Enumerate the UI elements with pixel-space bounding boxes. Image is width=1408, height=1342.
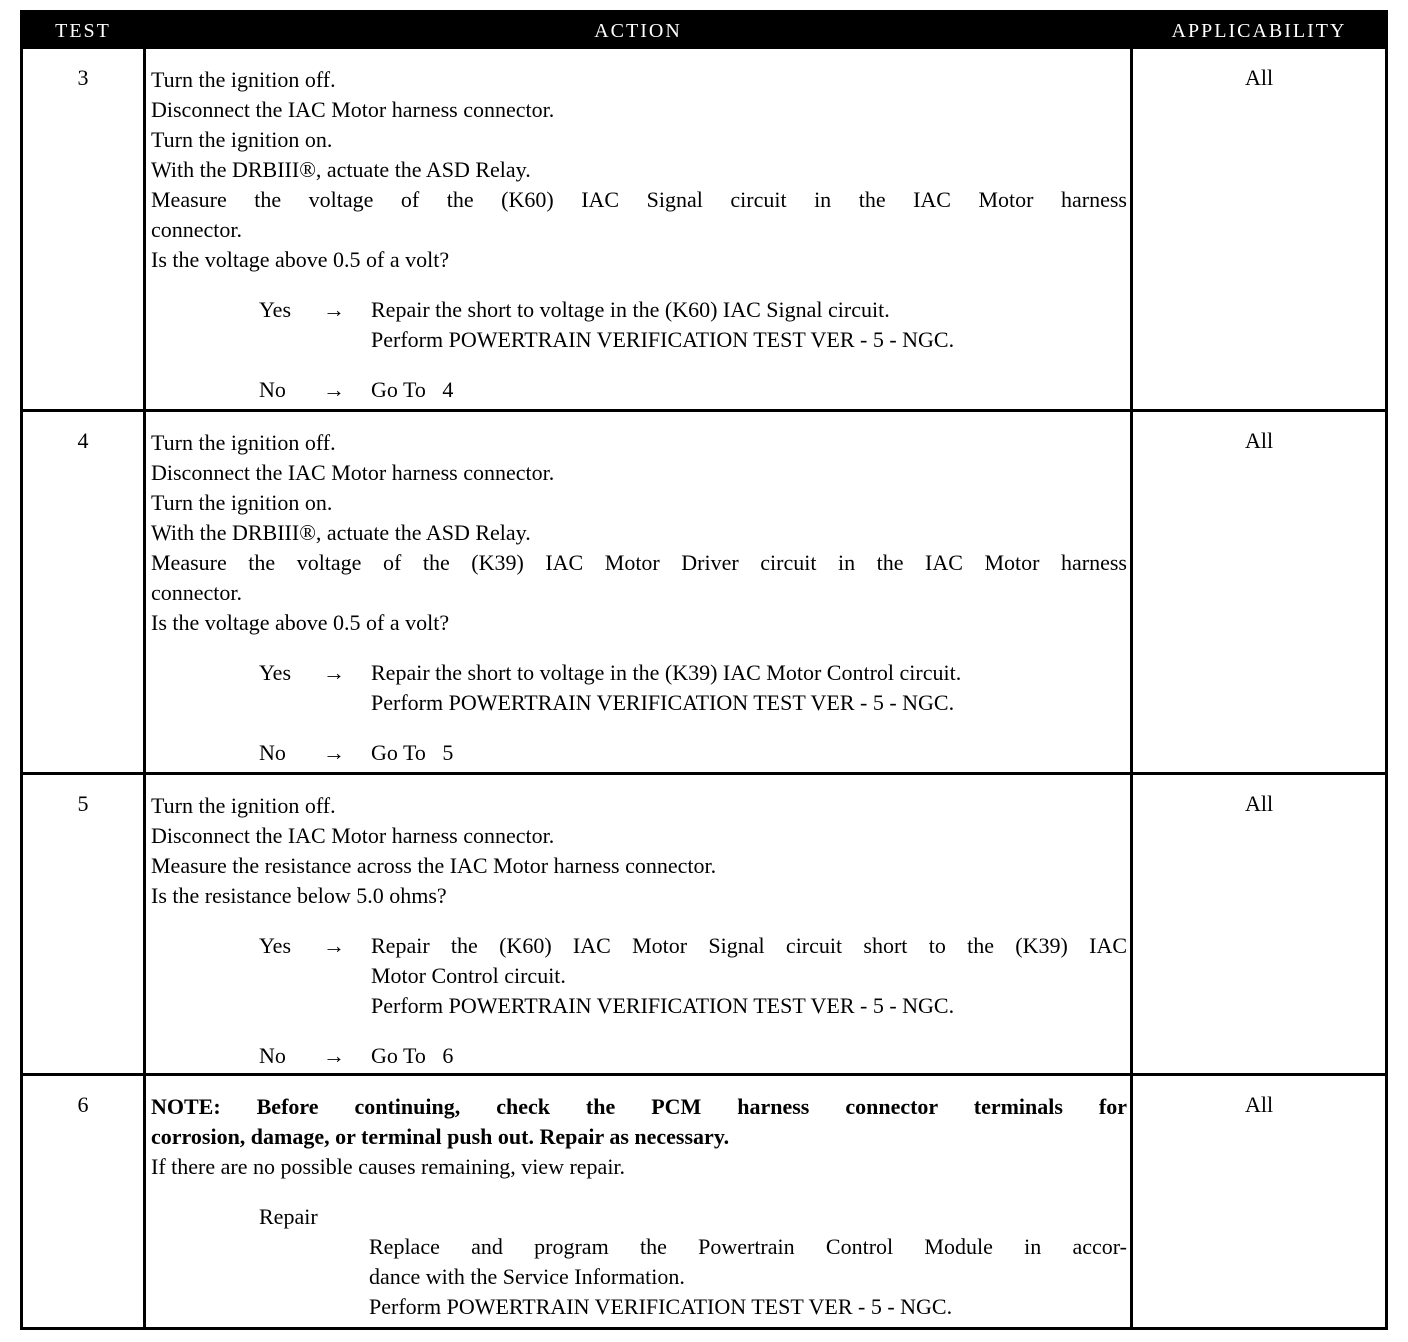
- table-row: [23, 775, 1385, 1076]
- procedure-table: [20, 10, 1388, 1330]
- table-header: [23, 13, 1385, 49]
- yes-label: Yes: [259, 660, 292, 685]
- note-text: NOTE: Before continuing, check the PCM harness connector terminals for: [151, 1094, 1127, 1119]
- no-label: No: [259, 1043, 286, 1068]
- goto-text: Go To 4: [371, 377, 454, 402]
- step-text: With the DRBIII®, actuate the ASD Relay.: [151, 157, 531, 182]
- action-cell: [151, 1092, 1127, 1322]
- step-text: connector.: [151, 580, 243, 605]
- step-text: Measure the voltage of the (K39) IAC Motor Driver circuit in the IAC Motor harness: [151, 550, 1127, 575]
- step-text: Disconnect the IAC Motor harness connector.: [151, 460, 555, 485]
- step-text: connector.: [151, 217, 243, 242]
- step-text: Disconnect the IAC Motor harness connector.: [151, 97, 555, 122]
- no-result: [259, 738, 1127, 768]
- arrow-right-icon: →: [323, 1043, 345, 1068]
- repair-text: dance with the Service Information.: [369, 1264, 685, 1289]
- test-number: 5: [77, 791, 89, 816]
- arrow-right-icon: →: [323, 297, 345, 322]
- repair-text: Replace and program the Powertrain Control Module in accor-: [369, 1234, 1127, 1259]
- action-cell: [151, 791, 1127, 1071]
- test-number: 3: [77, 65, 89, 90]
- applicability-value: All: [1244, 1092, 1274, 1117]
- step-text: Is the resistance below 5.0 ohms?: [151, 883, 447, 908]
- yes-result: [259, 295, 1127, 355]
- no-label: No: [259, 377, 286, 402]
- result-text: Repair the short to voltage in the (K60) IAC Signal circuit.: [371, 297, 890, 322]
- result-text: Perform POWERTRAIN VERIFICATION TEST VER - 5 - NGC.: [371, 327, 955, 352]
- step-text: Is the voltage above 0.5 of a volt?: [151, 610, 450, 635]
- note-text: corrosion, damage, or terminal push out. Repair as necessary.: [151, 1124, 730, 1149]
- step-text: Turn the ignition on.: [151, 127, 333, 152]
- result-text: Perform POWERTRAIN VERIFICATION TEST VER - 5 - NGC.: [371, 993, 955, 1018]
- arrow-right-icon: →: [323, 740, 345, 765]
- step-text: Turn the ignition off.: [151, 67, 336, 92]
- applicability-value: All: [1244, 791, 1274, 816]
- test-number: 4: [77, 428, 89, 453]
- result-text: Perform POWERTRAIN VERIFICATION TEST VER - 5 - NGC.: [371, 690, 955, 715]
- step-text: Turn the ignition on.: [151, 490, 333, 515]
- repair-block: [259, 1202, 1127, 1322]
- repair-text: Perform POWERTRAIN VERIFICATION TEST VER - 5 - NGC.: [369, 1294, 953, 1319]
- action-cell: [151, 428, 1127, 768]
- header-action: ACTION: [594, 20, 682, 42]
- repair-label: Repair: [259, 1204, 318, 1229]
- no-result: [259, 375, 1127, 405]
- step-text: Turn the ignition off.: [151, 793, 336, 818]
- goto-text: Go To 6: [371, 1043, 454, 1068]
- step-text: Measure the resistance across the IAC Motor harness connector.: [151, 853, 717, 878]
- step-text: Disconnect the IAC Motor harness connector.: [151, 823, 555, 848]
- table-row: [23, 412, 1385, 775]
- arrow-right-icon: →: [323, 377, 345, 402]
- yes-label: Yes: [259, 933, 292, 958]
- arrow-right-icon: →: [323, 933, 345, 958]
- step-text: Is the voltage above 0.5 of a volt?: [151, 247, 450, 272]
- result-text: Repair the short to voltage in the (K39) IAC Motor Control circuit.: [371, 660, 962, 685]
- result-text: Motor Control circuit.: [371, 963, 566, 988]
- applicability-value: All: [1244, 65, 1274, 90]
- step-text: Turn the ignition off.: [151, 430, 336, 455]
- test-number: 6: [77, 1092, 89, 1117]
- action-cell: [151, 65, 1127, 405]
- no-result: [259, 1041, 1127, 1071]
- step-text: Measure the voltage of the (K60) IAC Signal circuit in the IAC Motor harness: [151, 187, 1127, 212]
- yes-result: [259, 931, 1127, 1021]
- header-test: TEST: [55, 20, 111, 42]
- yes-result: [259, 658, 1127, 718]
- applicability-value: All: [1244, 428, 1274, 453]
- table-row: [23, 1076, 1385, 1327]
- arrow-right-icon: →: [323, 660, 345, 685]
- yes-label: Yes: [259, 297, 292, 322]
- step-text: If there are no possible causes remaining, view repair.: [151, 1154, 626, 1179]
- step-text: With the DRBIII®, actuate the ASD Relay.: [151, 520, 531, 545]
- no-label: No: [259, 740, 286, 765]
- goto-text: Go To 5: [371, 740, 454, 765]
- result-text: Repair the (K60) IAC Motor Signal circuit short to the (K39) IAC: [371, 933, 1127, 958]
- table-row: [23, 49, 1385, 412]
- header-applicability: APPLICABILITY: [1171, 20, 1347, 42]
